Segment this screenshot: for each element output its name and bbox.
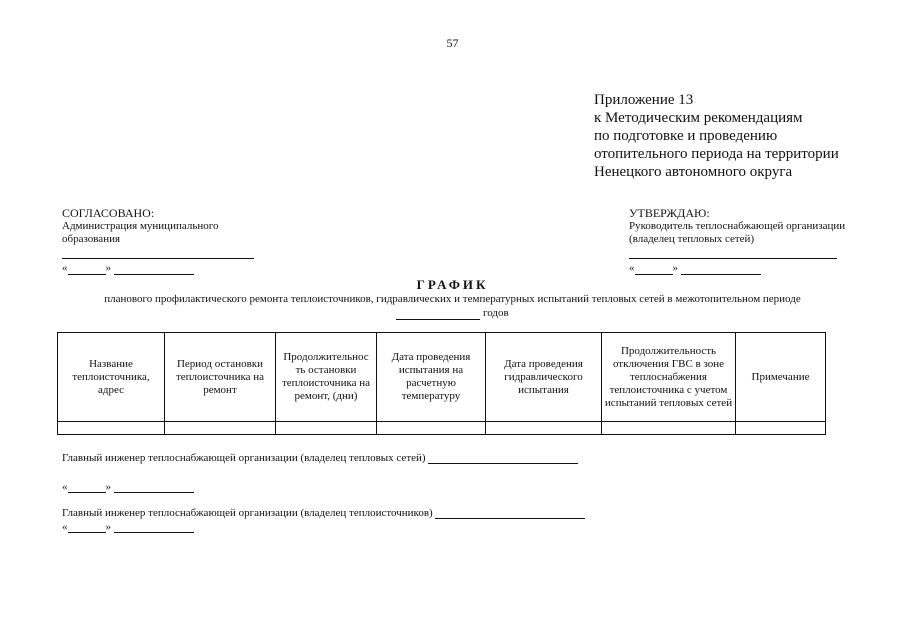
right-date-open-quote: « <box>629 262 635 274</box>
date-day-blank <box>68 492 106 493</box>
table-cell[interactable] <box>276 422 377 435</box>
table-cell[interactable] <box>486 422 602 435</box>
left-signature-line <box>62 258 254 259</box>
schedule-table <box>57 332 826 435</box>
header-cell: Продолжительность отключения ГВС в зоне теплоснабжения теплоисточника с учетом испытаний тепловых сетей <box>602 333 736 422</box>
document-title: ГРАФИК <box>416 277 489 292</box>
subtitle-text: планового профилактического ремонта теплоисточников, гидравлических и температурных испытаний тепловых сетей в межотопительном периоде <box>104 293 801 305</box>
right-date-close-quote: » <box>672 262 678 274</box>
years-label: годов <box>483 307 509 319</box>
date-close-quote: » <box>105 521 111 533</box>
left-approval-line1: Администрация муниципального <box>62 220 219 232</box>
years-line <box>0 307 905 320</box>
left-approval-block <box>62 207 254 275</box>
header-cell: Название теплоисточника, адрес <box>58 333 165 422</box>
engineer-sources-label: Главный инженер теплоснабжающей организации (владелец теплоисточников) <box>62 507 433 519</box>
date-month-blank <box>114 532 194 533</box>
header-cell: Период остановки теплоисточника на ремонт <box>165 333 276 422</box>
right-approval-block <box>629 207 845 275</box>
right-approval-heading: УТВЕРЖДАЮ: <box>629 206 710 220</box>
table-header-row <box>58 333 826 422</box>
header-cell: Продолжительнос ть остановки теплоисточника на ремонт, (дни) <box>276 333 377 422</box>
table-cell[interactable] <box>165 422 276 435</box>
table-row <box>58 422 826 435</box>
header-cell: Дата проведения испытания на расчетную температуру <box>377 333 486 422</box>
left-approval-heading: СОГЛАСОВАНО: <box>62 206 155 220</box>
left-approval-line2: образования <box>62 233 121 245</box>
appendix-line: по подготовке и проведению <box>594 128 778 144</box>
engineer-sources-date <box>62 521 194 533</box>
date-open-quote: « <box>62 481 68 493</box>
engineer-networks-signature <box>62 452 578 464</box>
appendix-line: к Методическим рекомендациям <box>594 110 803 126</box>
years-blank <box>396 319 480 320</box>
right-date-line <box>629 262 845 275</box>
table-cell[interactable] <box>602 422 736 435</box>
appendix-line: Приложение 13 <box>594 92 694 108</box>
date-month-blank <box>114 492 194 493</box>
right-date-month-blank <box>681 274 761 275</box>
header-cell: Дата проведения гидравлического испытания <box>486 333 602 422</box>
engineer-networks-date <box>62 481 194 493</box>
left-date-open-quote: « <box>62 262 68 274</box>
engineer-networks-signature-line <box>428 463 578 464</box>
engineer-networks-label: Главный инженер теплоснабжающей организации (владелец тепловых сетей) <box>62 452 426 464</box>
appendix-header <box>594 91 839 181</box>
right-signature-line <box>629 258 837 259</box>
engineer-sources-signature-line <box>435 518 585 519</box>
header-cell: Примечание <box>736 333 826 422</box>
right-date-day-blank <box>635 274 673 275</box>
date-open-quote: « <box>62 521 68 533</box>
page-number: 57 <box>446 36 459 50</box>
left-date-month-blank <box>114 274 194 275</box>
right-approval-line1: Руководитель теплоснабжающей организации <box>629 220 846 232</box>
left-date-day-blank <box>68 274 106 275</box>
table-cell[interactable] <box>58 422 165 435</box>
left-date-close-quote: » <box>105 262 111 274</box>
appendix-line: Ненецкого автономного округа <box>594 164 793 180</box>
left-date-line <box>62 262 254 275</box>
date-day-blank <box>68 532 106 533</box>
document-subtitle <box>0 293 905 320</box>
date-close-quote: » <box>105 481 111 493</box>
right-approval-line2: (владелец тепловых сетей) <box>629 233 755 245</box>
appendix-line: отопительного периода на территории <box>594 146 839 162</box>
table-cell[interactable] <box>736 422 826 435</box>
engineer-sources-signature <box>62 507 585 519</box>
table-cell[interactable] <box>377 422 486 435</box>
